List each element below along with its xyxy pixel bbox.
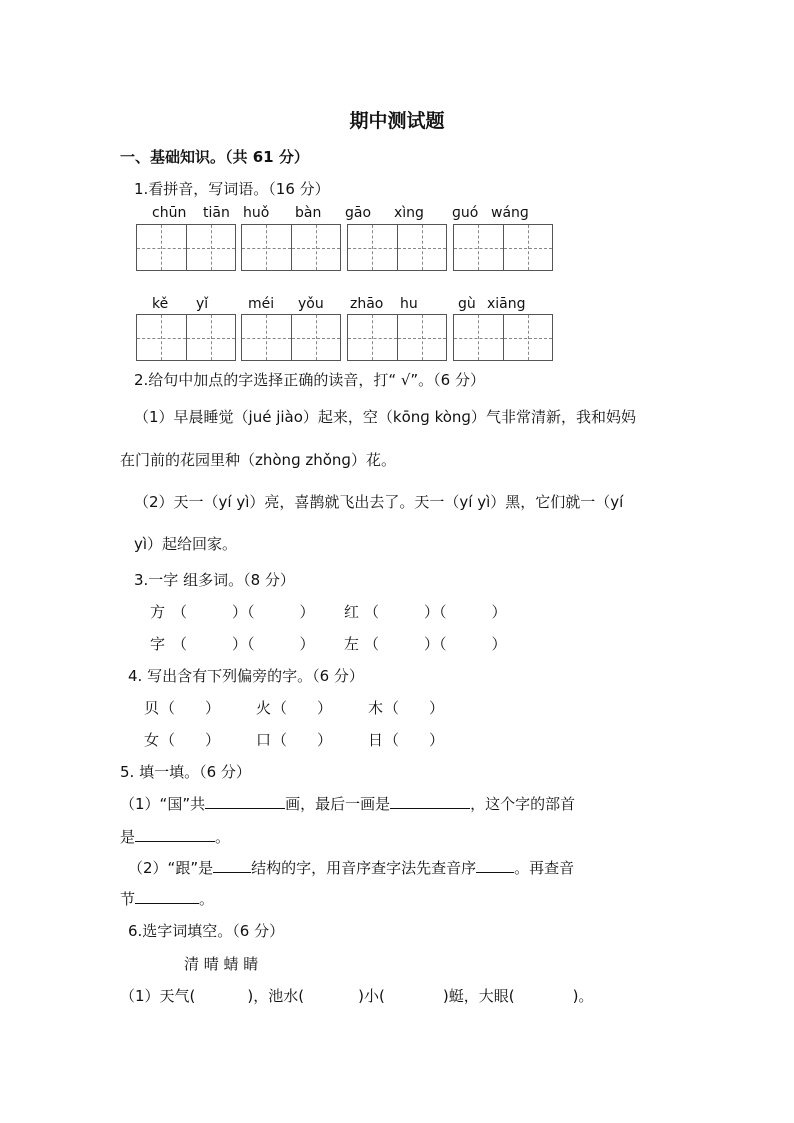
- word-options: 清 晴 蜻 睛: [184, 955, 259, 973]
- pinyin-label: bàn: [295, 205, 322, 221]
- question-2-label: 2.给句中加点的字选择正确的读音，打“ √”。（6 分）: [134, 371, 485, 389]
- fill-text: 结构的字，用音序查字法先查音序: [251, 859, 477, 877]
- fill-line: [120, 826, 230, 847]
- answer-parens[interactable]: （ ）: [384, 699, 445, 717]
- writing-grid[interactable]: [136, 314, 236, 361]
- fill-text: ，这个字的部首: [470, 795, 576, 813]
- fill-text: 。: [215, 828, 231, 846]
- pinyin-label: yǐ: [196, 296, 209, 312]
- radical-prompt: 口: [256, 731, 272, 749]
- fill-line: [120, 985, 593, 1006]
- page-title: 期中测试题: [349, 110, 445, 132]
- radical-prompt: 女: [144, 731, 160, 749]
- radical-prompt: 日: [368, 731, 384, 749]
- fill-text: )小(: [358, 987, 385, 1005]
- answer-parens[interactable]: （ ）: [272, 731, 333, 749]
- writing-grid[interactable]: [241, 314, 341, 361]
- writing-grid[interactable]: [241, 224, 341, 271]
- writing-grid[interactable]: [453, 314, 553, 361]
- fill-text: )，池水(: [247, 987, 305, 1005]
- question-6-label: 6.选字词填空。（6 分）: [128, 922, 285, 940]
- pinyin-label: tiān: [203, 205, 230, 221]
- fill-line: [120, 888, 214, 909]
- pinyin-label: chūn: [152, 205, 187, 221]
- pinyin-label: hu: [400, 296, 418, 312]
- pinyin-label: gù: [458, 296, 476, 312]
- question-4-label: 4. 写出含有下列偏旁的字。（6 分）: [128, 667, 364, 685]
- pinyin-label: yǒu: [298, 296, 324, 312]
- pinyin-label: wánɡ: [491, 205, 529, 221]
- pinyin-label: zhāo: [350, 296, 384, 312]
- answer-parens[interactable]: （ ）: [160, 731, 221, 749]
- char-prompt: 红: [344, 603, 360, 621]
- fill-text: （2）“跟”是: [128, 859, 214, 877]
- fill-text: （1）“国”共: [120, 795, 206, 813]
- fill-text: )蜓，大眼(: [442, 987, 515, 1005]
- answer-blank[interactable]: [205, 794, 285, 809]
- section-heading: 一、基础知识。（共 61 分）: [120, 148, 309, 166]
- answer-parens[interactable]: （ ）: [160, 699, 221, 717]
- writing-grid[interactable]: [453, 224, 553, 271]
- answer-parens[interactable]: （ ）（ ）: [364, 603, 507, 621]
- pinyin-label: ɡuó: [452, 205, 479, 221]
- radical-prompt: 火: [256, 699, 272, 717]
- fill-text: )。: [572, 987, 594, 1005]
- answer-blank[interactable]: [135, 827, 215, 842]
- sentence-text: yì）起给回家。: [134, 535, 238, 553]
- pinyin-label: xiāng: [487, 296, 526, 312]
- char-prompt: 左: [344, 635, 360, 653]
- pinyin-label: xìng: [394, 205, 424, 221]
- fill-text: 是: [120, 828, 136, 846]
- answer-parens[interactable]: （ ）（ ）: [364, 635, 507, 653]
- answer-blank[interactable]: [476, 858, 514, 873]
- char-prompt: 字: [150, 635, 166, 653]
- fill-line: [120, 793, 575, 814]
- writing-grid[interactable]: [136, 224, 236, 271]
- pinyin-label: huǒ: [243, 205, 270, 221]
- answer-parens[interactable]: （ ）（ ）: [172, 603, 315, 621]
- writing-grid[interactable]: [347, 224, 447, 271]
- sentence-text: 在门前的花园里种（zhònɡ zhǒnɡ）花。: [120, 451, 396, 469]
- pinyin-label: gāo: [345, 205, 372, 221]
- sentence-text: （2）天一（yí yì）亮，喜鹊就飞出去了。天一（yí yì）黑，它们就一（yí: [134, 493, 624, 511]
- question-1-label: 1.看拼音，写词语。（16 分）: [134, 180, 330, 198]
- answer-parens[interactable]: （ ）（ ）: [172, 635, 315, 653]
- answer-blank[interactable]: [390, 794, 470, 809]
- fill-text: 节: [120, 890, 136, 908]
- answer-blank[interactable]: [135, 889, 199, 904]
- fill-text: 。再查音: [514, 859, 575, 877]
- question-5-label: 5. 填一填。（6 分）: [120, 763, 251, 781]
- fill-line: [128, 857, 574, 878]
- answer-blank[interactable]: [213, 858, 251, 873]
- pinyin-label: kě: [152, 296, 169, 312]
- fill-text: （1）天气(: [120, 987, 196, 1005]
- pinyin-label: méi: [248, 296, 275, 312]
- char-prompt: 方: [150, 603, 166, 621]
- radical-prompt: 贝: [144, 699, 160, 717]
- writing-grid[interactable]: [347, 314, 447, 361]
- fill-text: 画，最后一画是: [285, 795, 391, 813]
- question-3-label: 3.一字 组多词。（8 分）: [134, 571, 295, 589]
- sentence-text: （1）早晨睡觉（jué jiào）起来，空（kōnɡ kònɡ）气非常清新，我和妈妈: [134, 408, 636, 426]
- answer-parens[interactable]: （ ）: [272, 699, 333, 717]
- answer-parens[interactable]: （ ）: [384, 731, 445, 749]
- fill-text: 。: [199, 890, 215, 908]
- radical-prompt: 木: [368, 699, 384, 717]
